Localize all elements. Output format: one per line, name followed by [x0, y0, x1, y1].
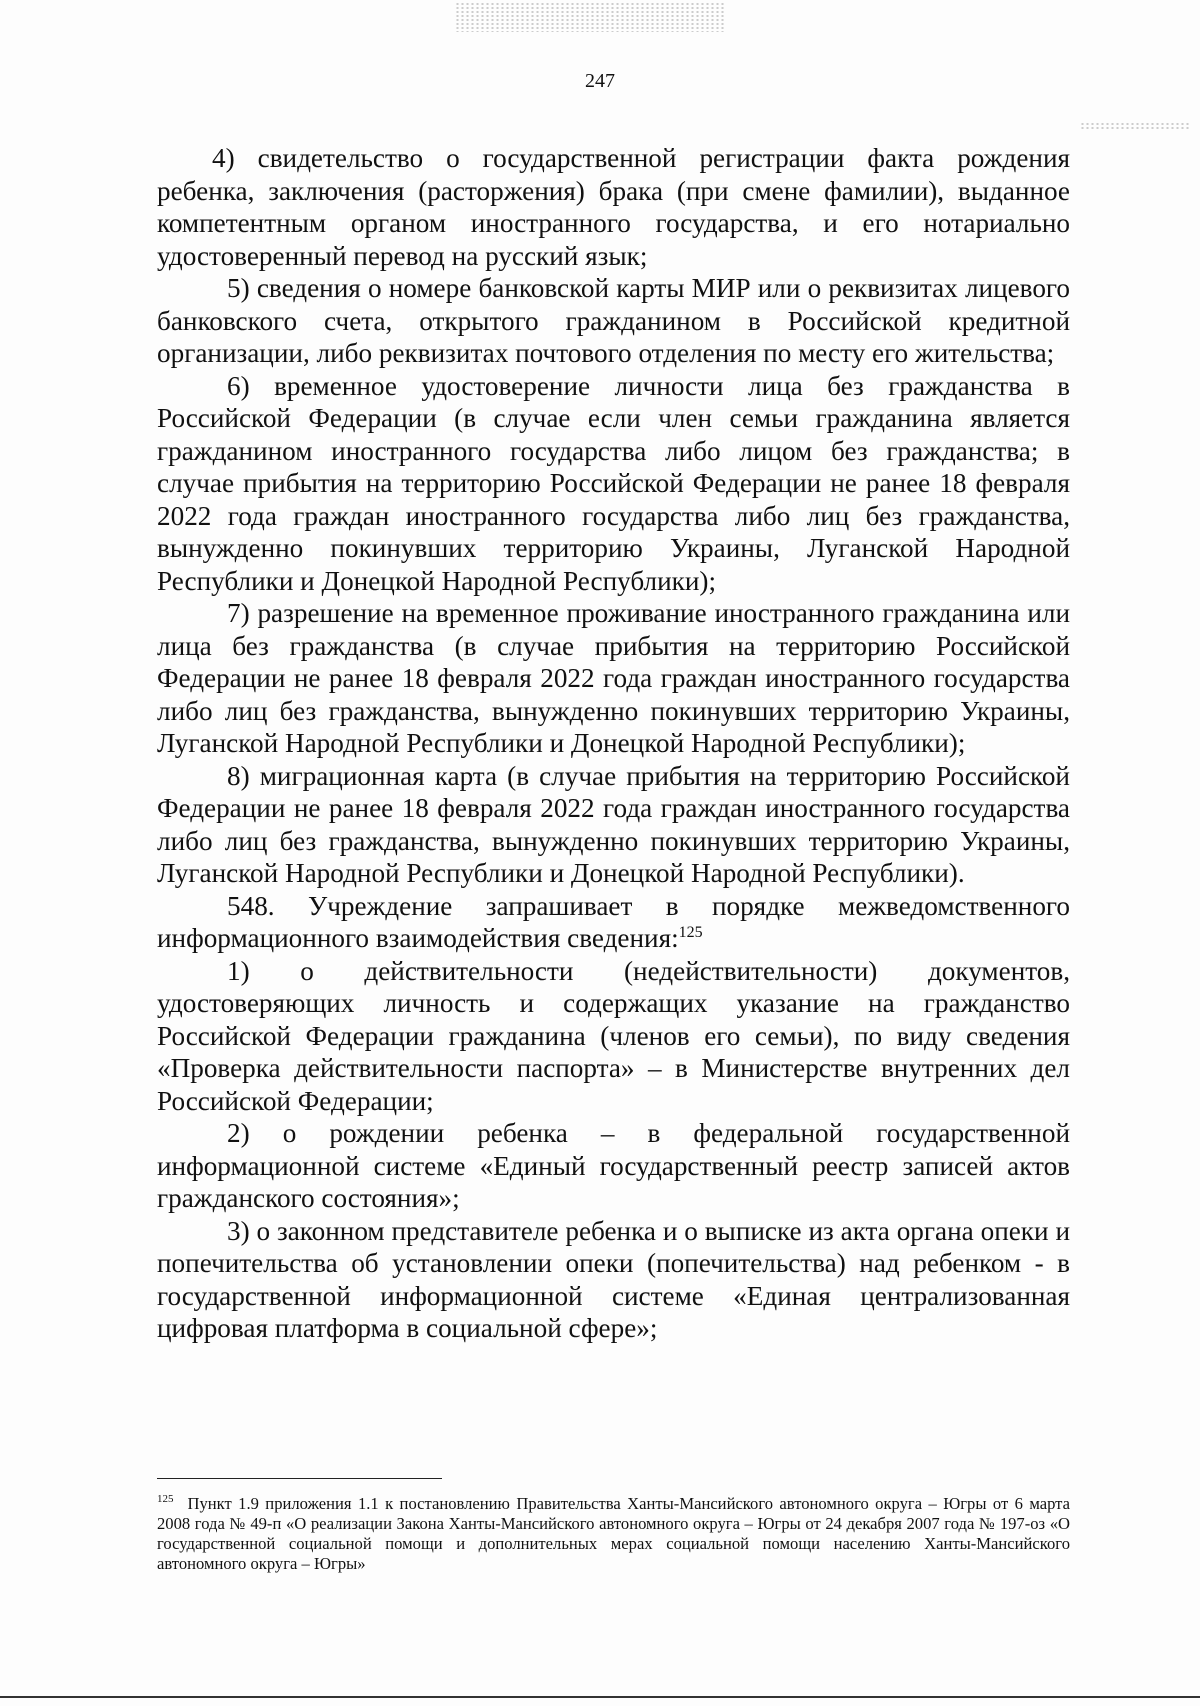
section-548 — [157, 890, 1070, 955]
footnote — [157, 1494, 1070, 1574]
section-548-text: 548. Учреждение запрашивает в порядке межведомственного информационного взаимодействия сведения: — [157, 890, 1070, 953]
page-bottom-edge — [0, 1696, 1200, 1698]
list-item-4: 4) свидетельство о государственной регистрации факта рождения ребенка, заключения (расторжения) брака (при смене фамилии), выданное компетентным органом иностранного государства, и его нотариально удостоверенный перевод на русский язык; — [157, 143, 1070, 271]
scan-artifact — [455, 2, 725, 32]
list-item-5: 5) сведения о номере банковской карты МИР или о реквизитах лицевого банковского счета, открытого гражданином в Российской кредитной организации, либо реквизитах почтового отделения по месту его жительства; — [157, 273, 1070, 368]
list-item-3: 3) о законном представителе ребенка и о выписке из акта органа опеки и попечительства об установлении опеки (попечительства) над ребенком - в государственной информационной системе «Единая централизованная цифровая платформа в социальной сфере»; — [157, 1215, 1070, 1343]
list-item-8: 8) миграционная карта (в случае прибытия на территорию Российской Федерации не ранее 18 февраля 2022 года граждан иностранного государства либо лиц без гражданства, вынужденно покинувших территорию Украины, Луганской Народной Республики и Донецкой Народной Республики). — [157, 760, 1070, 888]
scan-artifact — [1080, 122, 1190, 130]
list-item-6: 6) временное удостоверение личности лица без гражданства в Российской Федерации (в случае если член семьи гражданина является гражданином иностранного государства либо лицом без гражданства; в случае прибытия на территорию Российской Федерации не ранее 18 февраля 2022 года граждан иностранного государства либо лиц без гражданства, вынужденно покинувших территорию Украины, Луганской Народной Республики и Донецкой Народной Республики); — [157, 370, 1070, 596]
footnote-divider — [157, 1478, 442, 1479]
page-number: 247 — [585, 70, 615, 92]
list-item-7: 7) разрешение на временное проживание иностранного гражданина или лица без гражданства (в случае прибытия на территорию Российской Федерации не ранее 18 февраля 2022 года граждан иностранного государства либо лиц без гражданства, вынужденно покинувших территорию Украины, Луганской Народной Республики и Донецкой Народной Республики); — [157, 598, 1070, 758]
footnote-text: Пункт 1.9 приложения 1.1 к постановлению Правительства Ханты-Мансийского автономного округа – Югры от 6 марта 2008 года № 49-п «О реализации Закона Ханты-Мансийского автономного округа – Югры от 24 декабря 2007 года № 197-оз «О государственной социальной помощи и дополнительных мерах социальной помощи населению Ханты-Мансийского автономного округа – Югры» — [157, 1494, 1070, 1573]
list-item-1: 1) о действительности (недействительности) документов, удостоверяющих личность и содержащих указание на гражданство Российской Федерации гражданина (членов его семьи), по виду сведения «Проверка действительности паспорта» – в Министерстве внутренних дел Российской Федерации; — [157, 955, 1070, 1116]
footnote-mark: 125 — [157, 1493, 174, 1506]
footnote-reference: 125 — [678, 923, 703, 941]
list-item-2: 2) о рождении ребенка – в федеральной государственной информационной системе «Единый государственный реестр записей актов гражданского состояния»; — [157, 1118, 1070, 1213]
document-body — [157, 142, 1070, 1345]
